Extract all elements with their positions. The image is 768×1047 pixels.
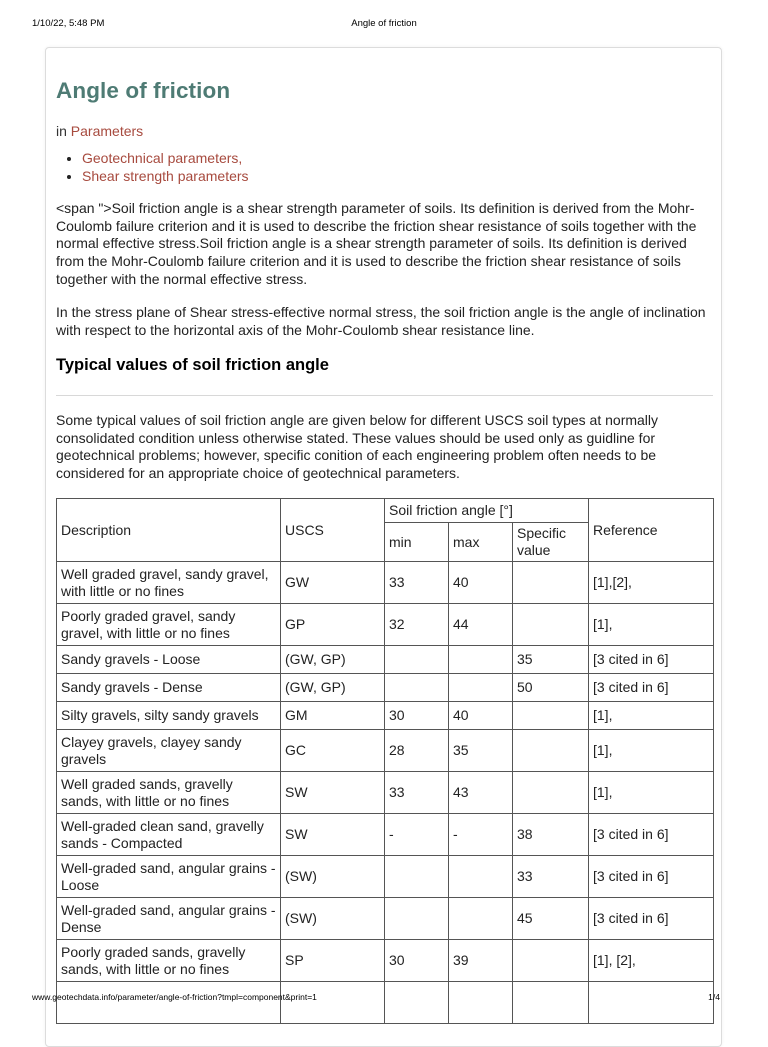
table-row [57,646,714,674]
stress-plane-paragraph: In the stress plane of Shear stress-effective normal stress, the soil friction angle is the angle of inclination with respect to the horizontal axis of the Mohr-Coulomb shear resistance line. [56,304,706,338]
cell-uscs: (GW, GP) [281,646,385,674]
cell-reference: [3 cited in 6] [589,814,714,856]
category-line [56,123,143,139]
cell-min: - [385,814,449,856]
table-row [57,604,714,646]
cell-reference: [1], [589,604,714,646]
cell-description: Well graded gravel, sandy gravel, with little or no fines [57,562,281,604]
header-specific: Specific value [513,523,589,562]
table-row [57,814,714,856]
cell-min [385,856,449,898]
cell-specific [513,772,589,814]
category-prefix: in [56,123,67,139]
cell-uscs: SW [281,814,385,856]
cell-reference: [1], [589,772,714,814]
cell-reference: [1], [2], [589,940,714,982]
cell-max: 40 [449,702,513,730]
cell-specific: 33 [513,856,589,898]
table-row [57,940,714,982]
cell-max: 39 [449,940,513,982]
tag-link-shear-strength-parameters[interactable]: Shear strength parameters [82,168,249,184]
table-row [57,674,714,702]
cell-specific [513,604,589,646]
cell-min [385,646,449,674]
cell-reference: [3 cited in 6] [589,898,714,940]
print-title: Angle of friction [351,18,417,29]
tag-item [82,167,249,185]
cell-min [385,898,449,940]
cell-reference: [1], [589,702,714,730]
cell-max: - [449,814,513,856]
cell-max [449,646,513,674]
cell-min: 33 [385,772,449,814]
tag-link-geotechnical-parameters[interactable]: Geotechnical parameters, [82,150,243,166]
cell-specific: 45 [513,898,589,940]
cell-reference: [3 cited in 6] [589,674,714,702]
article-card [45,47,722,1047]
cell-max: 40 [449,562,513,604]
cell-uscs: GP [281,604,385,646]
header-description: Description [57,499,281,562]
print-date: 1/10/22, 5:48 PM [32,18,105,29]
print-url: www.geotechdata.info/parameter/angle-of-friction?tmpl=component&print=1 [32,992,317,1002]
cell-reference: [3 cited in 6] [589,646,714,674]
cell-uscs: GM [281,702,385,730]
cell-min: 30 [385,702,449,730]
cell-reference: [3 cited in 6] [589,856,714,898]
tag-list [56,149,249,185]
print-footer [32,992,720,1006]
table-row [57,562,714,604]
cell-reference: [1], [589,730,714,772]
header-max: max [449,523,513,562]
cell-specific: 35 [513,646,589,674]
cell-specific: 50 [513,674,589,702]
cell-specific: 38 [513,814,589,856]
section-heading: Typical values of soil friction angle [56,356,329,374]
article-title: Angle of friction [56,78,231,103]
cell-specific [513,940,589,982]
table-row [57,898,714,940]
cell-max: 35 [449,730,513,772]
intro-paragraph: <span ">Soil friction angle is a shear strength parameter of soils. Its definition is derived from the Mohr-Coulomb failure criterion and it is used to describe the friction shear resistance of soils together with the normal effective stress.Soil friction angle is a shear strength parameter of soils. Its definition is derived from the Mohr-Coulomb failure criterion and it is used to describe the friction shear resistance of soils together with the normal effective stress. [56,200,697,287]
cell-description: Well graded sands, gravelly sands, with little or no fines [57,772,281,814]
cell-specific [513,702,589,730]
cell-min [385,674,449,702]
cell-uscs: SP [281,940,385,982]
cell-min: 30 [385,940,449,982]
cell-description: Sandy gravels - Loose [57,646,281,674]
cell-description: Silty gravels, silty sandy gravels [57,702,281,730]
cell-description: Clayey gravels, clayey sandy gravels [57,730,281,772]
cell-max: 44 [449,604,513,646]
cell-max [449,856,513,898]
table-row [57,730,714,772]
cell-min: 33 [385,562,449,604]
cell-uscs: SW [281,772,385,814]
table-row [57,702,714,730]
typical-values-paragraph: Some typical values of soil friction angle are given below for different USCS soil types at normally consolidated condition unless otherwise stated. These values should be used only as guidline for geotechnical problems; however, specific conition of each engineering problem often needs to be considered for an appropriate choice of geotechnical parameters. [56,412,659,482]
cell-min: 28 [385,730,449,772]
tag-item [82,149,249,167]
cell-description: Poorly graded sands, gravelly sands, with little or no fines [57,940,281,982]
cell-specific [513,730,589,772]
cell-description: Poorly graded gravel, sandy gravel, with little or no fines [57,604,281,646]
cell-uscs: (GW, GP) [281,674,385,702]
cell-description: Well-graded sand, angular grains - Loose [57,856,281,898]
table-row [57,856,714,898]
cell-description: Sandy gravels - Dense [57,674,281,702]
header-friction-angle: Soil friction angle [°] [385,499,589,523]
cell-description: Well-graded sand, angular grains - Dense [57,898,281,940]
print-header [32,18,736,32]
cell-uscs: GC [281,730,385,772]
page-number: 1/4 [708,992,720,1002]
table-row [57,772,714,814]
friction-angle-table [56,498,714,1024]
table-header-row [57,499,714,523]
cell-reference: [1],[2], [589,562,714,604]
header-uscs: USCS [281,499,385,562]
cell-min: 32 [385,604,449,646]
cell-uscs: (SW) [281,898,385,940]
cell-uscs: GW [281,562,385,604]
cell-uscs: (SW) [281,856,385,898]
divider [56,395,713,396]
cell-specific [513,562,589,604]
header-min: min [385,523,449,562]
category-link[interactable]: Parameters [70,123,144,139]
cell-max [449,898,513,940]
header-reference: Reference [589,499,714,562]
cell-description: Well-graded clean sand, gravelly sands - Compacted [57,814,281,856]
cell-max: 43 [449,772,513,814]
cell-max [449,674,513,702]
